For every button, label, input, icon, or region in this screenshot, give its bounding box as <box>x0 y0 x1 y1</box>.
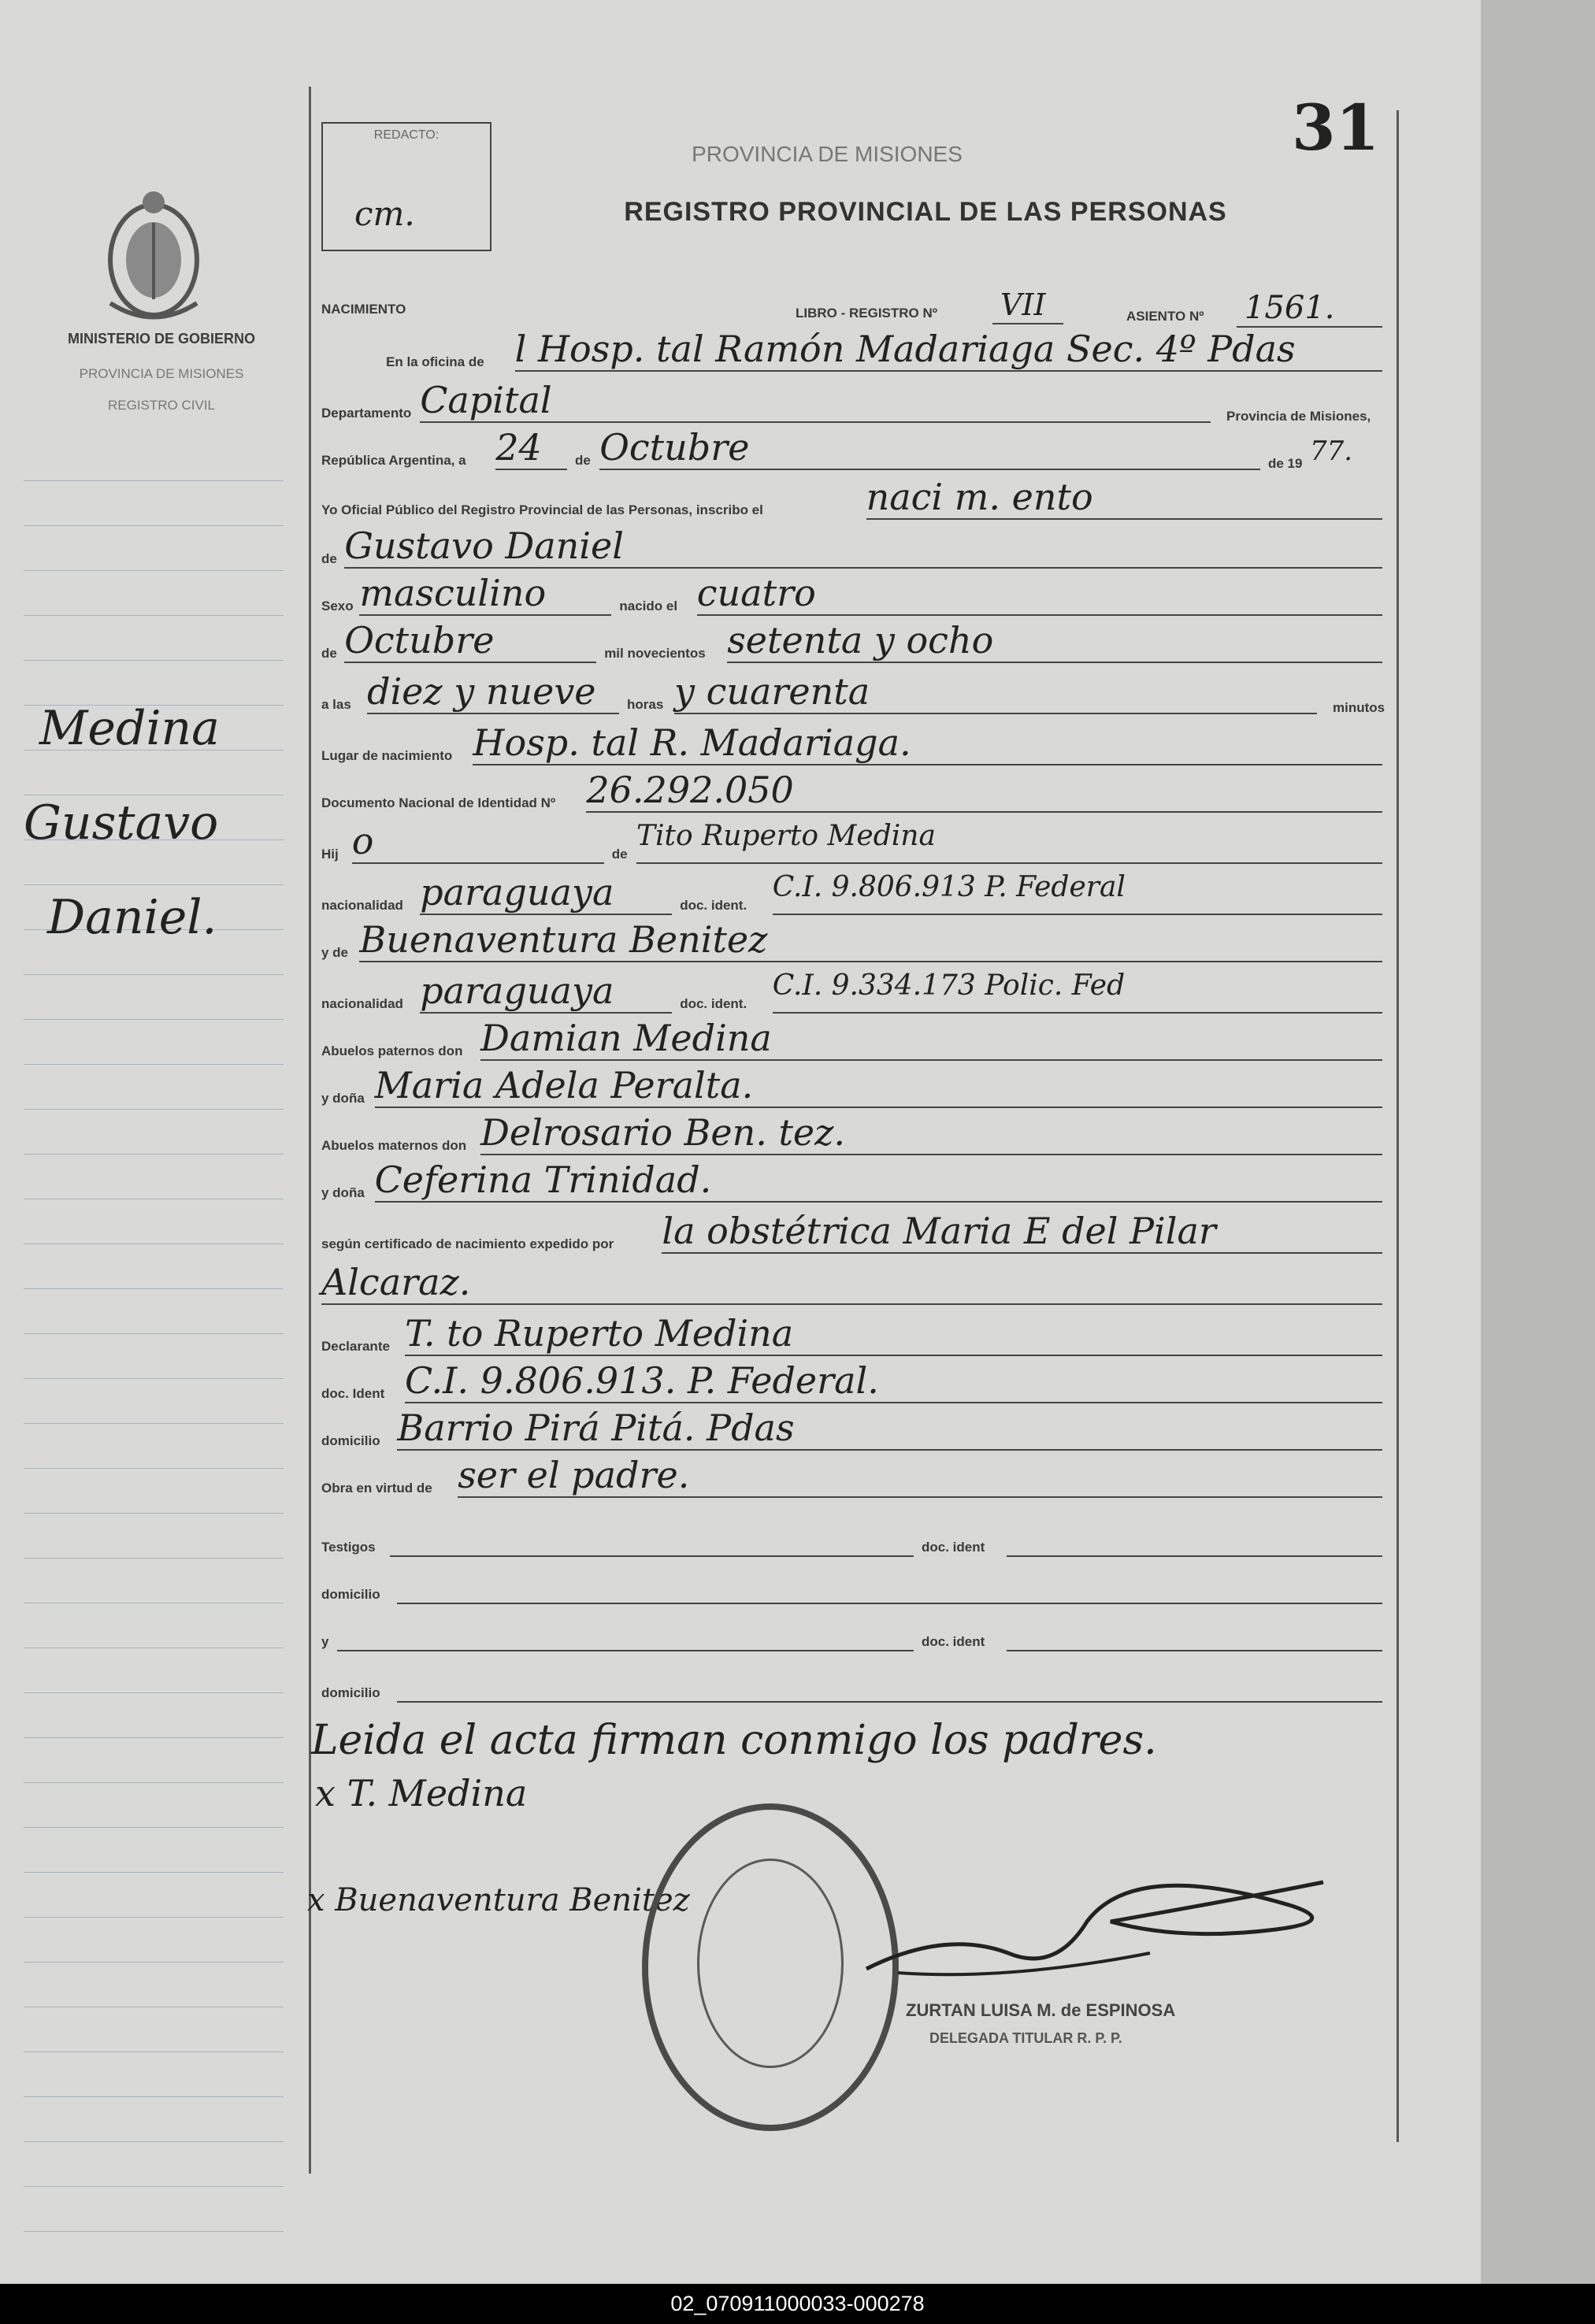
field-label-2: doc. ident. <box>680 898 747 913</box>
libro-value: VII <box>1000 287 1046 322</box>
field-label-2: doc. ident <box>922 1634 985 1649</box>
field-value: Barrio Pirá Pitá. Pdas <box>397 1407 795 1449</box>
field-value: paraguaya <box>420 871 614 914</box>
field-label-2: de <box>575 453 591 468</box>
footer-filename: 02_070911000033-000278 <box>0 2284 1595 2324</box>
field-label: Testigos <box>321 1540 376 1555</box>
field-label: Abuelos maternos don <box>321 1138 467 1153</box>
field-suffix: minutos <box>1333 700 1385 715</box>
margin-surname: Medina <box>39 701 220 756</box>
field-label-2: doc. ident <box>922 1540 985 1555</box>
field-label: Documento Nacional de Identidad Nº <box>321 795 556 810</box>
header-province: PROVINCIA DE MISIONES <box>692 142 963 166</box>
field-label-2: doc. ident. <box>680 996 747 1011</box>
field-label-2: de <box>611 847 628 862</box>
field-value: Buenaventura Benitez <box>359 918 768 961</box>
field-value: ser el padre. <box>458 1454 690 1496</box>
field-value: Ceferina Trinidad. <box>374 1158 712 1201</box>
field-label: domicilio <box>321 1587 380 1602</box>
field-label: a las <box>321 697 351 712</box>
field-value: Alcaraz. <box>321 1261 471 1303</box>
seal-emblem <box>697 1859 844 2068</box>
field-label: domicilio <box>321 1433 380 1448</box>
redacto-value: cm. <box>354 195 415 233</box>
field-label: domicilio <box>321 1685 380 1700</box>
margin-first-name: Gustavo <box>24 795 219 851</box>
asiento-label: ASIENTO Nº <box>1126 309 1204 324</box>
field-label: nacionalidad <box>321 996 403 1011</box>
field-value: Gustavo Daniel <box>344 524 624 567</box>
closing-statement: Leida el acta firman conmigo los padres. <box>311 1717 1157 1764</box>
field-value: l Hosp. tal Ramón Madariaga Sec. 4º Pdas <box>514 328 1296 370</box>
field-value: Maria Adela Peralta. <box>374 1064 754 1106</box>
field-label: Declarante <box>321 1339 390 1354</box>
field-label-2: nacido el <box>619 599 678 613</box>
asiento-value: 1561. <box>1244 290 1335 326</box>
field-value-2: Tito Ruperto Medina <box>636 820 936 852</box>
field-value: Capital <box>420 379 552 421</box>
page-edge <box>1481 0 1595 2284</box>
field-value: paraguaya <box>420 969 614 1012</box>
field-label: Obra en virtud de <box>321 1481 432 1496</box>
field-value: diez y nueve <box>367 670 596 713</box>
field-label: Sexo <box>321 599 354 613</box>
header-title: REGISTRO PROVINCIAL DE LAS PERSONAS <box>624 197 1227 227</box>
field-value: 26.292.050 <box>586 769 794 811</box>
field-value: masculino <box>359 572 547 614</box>
field-value: o <box>351 820 374 862</box>
field-label: doc. Ident <box>321 1386 385 1401</box>
field-label: nacionalidad <box>321 898 403 913</box>
field-value: Hosp. tal R. Madariaga. <box>473 721 911 764</box>
field-value-2: setenta y ocho <box>727 619 994 662</box>
field-value: Damian Medina <box>480 1017 772 1059</box>
field-suffix: Provincia de Misiones, <box>1226 409 1371 424</box>
province-label-side: PROVINCIA DE MISIONES <box>79 366 244 381</box>
field-value-2: y cuarenta <box>674 670 870 713</box>
field-value: naci m. ento <box>866 476 1093 518</box>
field-label: y de <box>321 945 349 960</box>
field-value: 24 <box>495 426 542 469</box>
redacto-box <box>321 122 491 251</box>
field-label: Lugar de nacimiento <box>321 748 453 763</box>
right-rule <box>1397 110 1399 2142</box>
field-label: En la oficina de <box>386 354 484 369</box>
page-number: 31 <box>1292 91 1380 165</box>
registry-label-side: REGISTRO CIVIL <box>107 398 216 413</box>
field-label-2: mil novecientos <box>604 646 706 661</box>
field-label: Hij <box>321 847 339 862</box>
field-label: República Argentina, a <box>321 453 466 468</box>
mother-signature: x Buenaventura Benitez <box>307 1882 690 1918</box>
margin-rule <box>309 87 311 2174</box>
field-label: Departamento <box>321 406 412 421</box>
field-suffix: de 19 <box>1268 456 1303 471</box>
redacto-label: REDACTO: <box>373 128 440 142</box>
libro-label: LIBRO - REGISTRO Nº <box>796 306 937 321</box>
field-value: Octubre <box>344 619 495 662</box>
margin-middle-name: Daniel. <box>47 890 217 945</box>
field-label: y doña <box>321 1091 365 1106</box>
act-type: NACIMIENTO <box>321 302 406 317</box>
field-value-2: C.I. 9.806.913 P. Federal <box>772 871 1126 903</box>
ministry-label: MINISTERIO DE GOBIERNO <box>67 331 256 347</box>
field-label: de <box>321 551 337 566</box>
field-label: Abuelos paternos don <box>321 1043 463 1058</box>
field-value: la obstétrica Maria E del Pilar <box>662 1210 1216 1252</box>
field-year: 77. <box>1310 436 1353 467</box>
field-value: T. to Ruperto Medina <box>405 1312 794 1355</box>
field-label: Yo Oficial Público del Registro Provincial de las Personas, inscribo el <box>321 502 763 517</box>
field-label: de <box>321 646 337 661</box>
official-title: DELEGADA TITULAR R. P. P. <box>929 2030 1122 2046</box>
field-label: y <box>321 1634 329 1649</box>
field-value: C.I. 9.806.913. P. Federal. <box>405 1359 879 1402</box>
field-value-2: Octubre <box>599 426 750 469</box>
coat-of-arms-icon <box>95 185 213 323</box>
declarant-signature: x T. Medina <box>315 1772 528 1814</box>
official-name: ZURTAN LUISA M. de ESPINOSA <box>906 2000 1176 2020</box>
field-label: según certificado de nacimiento expedido por <box>321 1236 614 1251</box>
field-value-2: cuatro <box>696 572 816 614</box>
field-value-2: C.I. 9.334.173 Polic. Fed <box>772 969 1126 1002</box>
field-value: Delrosario Ben. tez. <box>480 1111 846 1154</box>
field-label: y doña <box>321 1185 365 1200</box>
field-label-2: horas <box>627 697 664 712</box>
official-signature <box>851 1835 1355 1992</box>
